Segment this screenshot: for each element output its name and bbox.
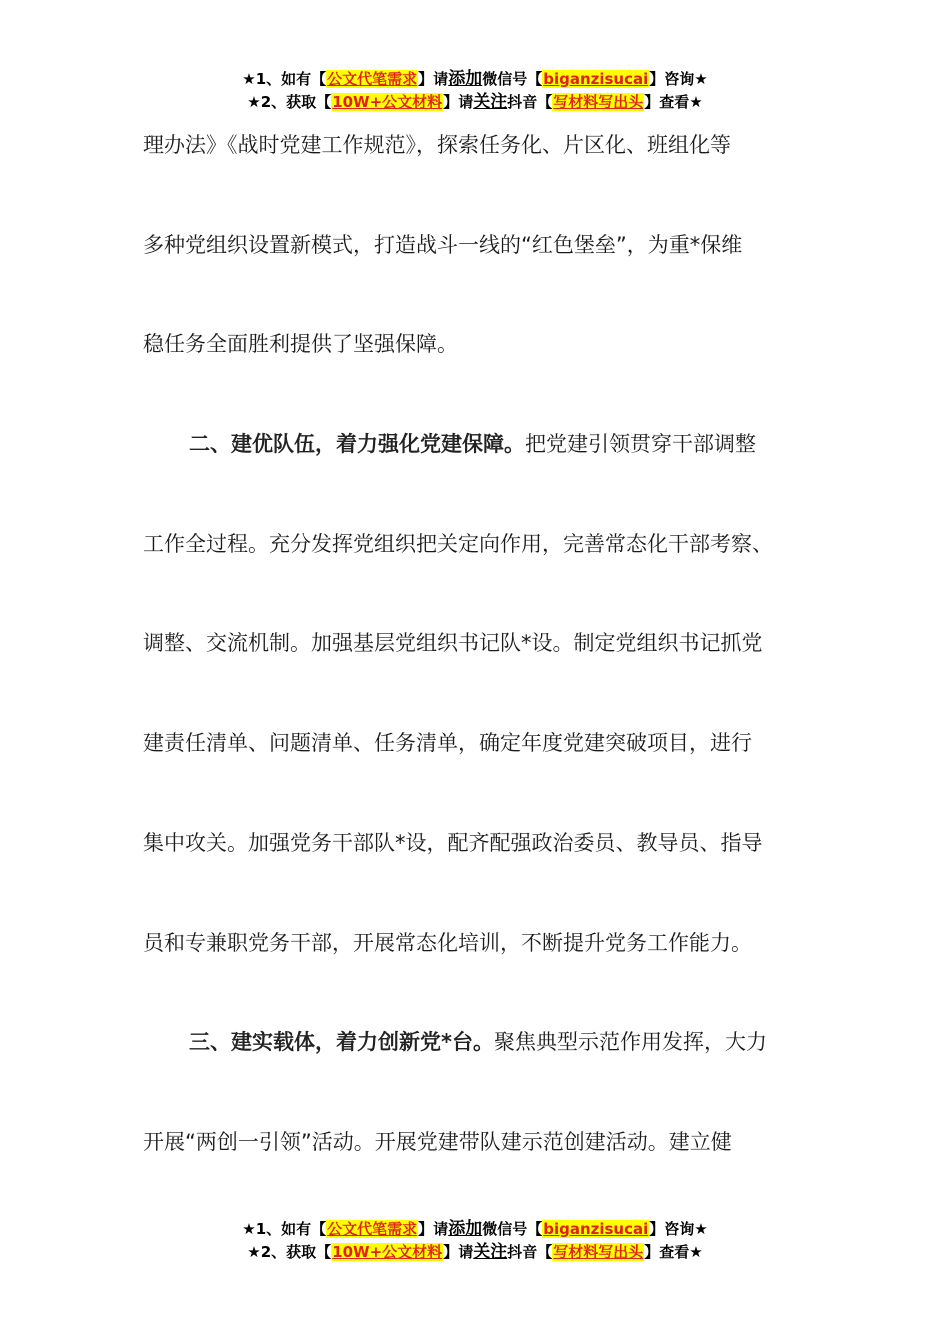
section-three-heading: 三、建实载体，着力创新党*台。 xyxy=(189,1030,494,1055)
materials-highlight: 10W+公文材料 xyxy=(332,1243,443,1261)
footer-banner xyxy=(0,1218,950,1264)
paragraph-line: 工作全过程。充分发挥党组织把关定向作用，完善常态化干部考察、 xyxy=(143,531,773,556)
header-banner xyxy=(0,68,950,114)
paragraph-line: 多种党组织设置新模式，打造战斗一线的“红色堡垒”，为重*保维 xyxy=(143,232,743,257)
paragraph-line: 稳任务全面胜利提供了坚强保障。 xyxy=(143,332,458,357)
banner-line-1: ★1、如有【公文代笔需求】请添加微信号【biganzisucai】咨询★ xyxy=(242,1219,708,1239)
banner-line-2: ★2、获取【10W+公文材料】请关注抖音【写材料写出头】查看★ xyxy=(247,1242,703,1262)
ghostwriting-highlight: 公文代笔需求 xyxy=(327,70,418,88)
paragraph-line: 员和专兼职党务干部，开展常态化培训，不断提升党务工作能力。 xyxy=(143,930,752,955)
douyin-id-highlight: 写材料写出头 xyxy=(553,1243,644,1261)
banner-line-2: ★2、获取【10W+公文材料】请关注抖音【写材料写出头】查看★ xyxy=(247,92,703,112)
douyin-id-highlight: 写材料写出头 xyxy=(553,93,644,111)
wechat-id-highlight: biganzisucai xyxy=(543,70,649,88)
paragraph-line: 建责任清单、问题清单、任务清单，确定年度党建突破项目，进行 xyxy=(143,731,752,756)
ghostwriting-highlight: 公文代笔需求 xyxy=(327,1220,418,1238)
paragraph-line: 理办法》《战时党建工作规范》，探索任务化、片区化、班组化等 xyxy=(143,133,731,157)
banner-line-1: ★1、如有【公文代笔需求】请添加微信号【biganzisucai】咨询★ xyxy=(242,69,708,89)
section-three-first-line: 三、建实载体，着力创新党*台。聚焦典型示范作用发挥，大力 xyxy=(189,1030,767,1055)
materials-highlight: 10W+公文材料 xyxy=(332,93,443,111)
paragraph-line: 调整、交流机制。加强基层党组织书记队*设。制定党组织书记抓党 xyxy=(143,631,763,656)
document-body xyxy=(143,120,843,1217)
section-two-heading: 二、建优队伍，着力强化党建保障。 xyxy=(189,432,525,457)
section-two-first-line: 二、建优队伍，着力强化党建保障。把党建引领贯穿干部调整 xyxy=(189,432,756,457)
paragraph-line: 开展“两创一引领”活动。开展党建带队建示范创建活动。建立健 xyxy=(143,1129,732,1154)
wechat-id-highlight: biganzisucai xyxy=(543,1220,649,1238)
paragraph-line: 集中攻关。加强党务干部队*设，配齐配强政治委员、教导员、指导 xyxy=(143,830,763,855)
